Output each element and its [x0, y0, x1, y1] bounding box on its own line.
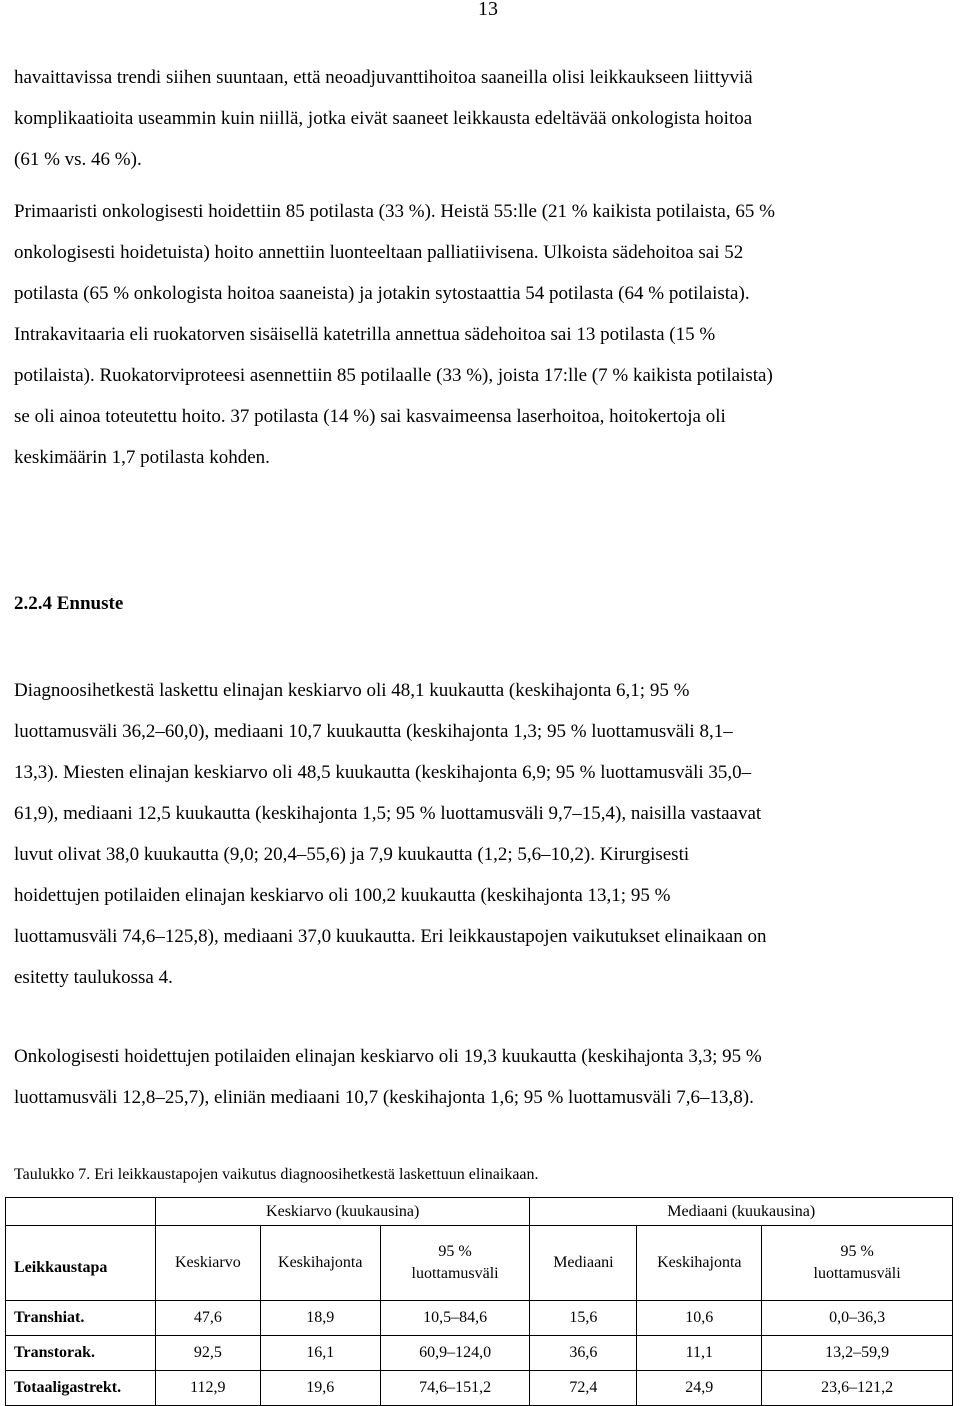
- text-line: esitetty taulukossa 4.: [14, 967, 173, 988]
- table-cell: 36,6: [530, 1336, 637, 1371]
- col-header-mean: Keskiarvo: [155, 1226, 260, 1301]
- table-row: [6, 1301, 953, 1336]
- col-header-sd-mean: Keskihajonta: [260, 1226, 380, 1301]
- text-line: luottamusväli 12,8–25,7), eliniän mediaani 10,7 (keskihajonta 1,6; 95 % luottamusväli 7,6–13,8).: [14, 1087, 754, 1108]
- table-cell: 19,6: [260, 1371, 380, 1406]
- col-header-surgery-type: Leikkaustapa: [6, 1226, 156, 1301]
- table-cell: 11,1: [637, 1336, 762, 1371]
- table-cell: 18,9: [260, 1301, 380, 1336]
- text-line: Diagnoosihetkestä laskettu elinajan keskiarvo oli 48,1 kuukautta (keskihajonta 6,1; 95 %: [14, 680, 690, 701]
- table-corner-cell: [6, 1198, 156, 1226]
- row-label: Transhiat.: [6, 1301, 156, 1336]
- paragraph-oncological-treatment: [14, 191, 958, 478]
- col-header-ci-mean: [380, 1226, 530, 1301]
- table-cell: 74,6–151,2: [380, 1371, 530, 1406]
- text-line: se oli ainoa toteutettu hoito. 37 potilasta (14 %) sai kasvaimeensa laserhoitoa, hoitokertoja oli: [14, 406, 726, 427]
- text-line: 13,3). Miesten elinajan keskiarvo oli 48,5 kuukautta (keskihajonta 6,9; 95 % luottamusväli 35,0–: [14, 762, 752, 783]
- table-cell: 92,5: [155, 1336, 260, 1371]
- text-line: 61,9), mediaani 12,5 kuukautta (keskihajonta 1,5; 95 % luottamusväli 9,7–15,4), naisilla vastaavat: [14, 803, 762, 824]
- table-sub-header-row: [6, 1226, 953, 1301]
- text-line: hoidettujen potilaiden elinajan keskiarvo oli 100,2 kuukautta (keskihajonta 13,1; 95 %: [14, 885, 671, 906]
- text-line: onkologisesti hoidetuista) hoito annettiin luonteeltaan palliatiivisena. Ulkoista sädehoitoa sai 52: [14, 242, 744, 263]
- paragraph-complications: [14, 57, 958, 180]
- paragraph-oncological-survival: [14, 1036, 958, 1118]
- text-line: potilaista). Ruokatorviproteesi asennettiin 85 potilaalle (33 %), joista 17:lle (7 % kaikista potilaista): [14, 365, 773, 386]
- text-line: komplikaatioita useammin kuin niillä, jotka eivät saaneet leikkausta edeltävää onkologista hoitoa: [14, 108, 753, 129]
- paragraph-prognosis: [14, 670, 958, 998]
- table-cell: 15,6: [530, 1301, 637, 1336]
- text-line: (61 % vs. 46 %).: [14, 149, 142, 170]
- text-line: potilasta (65 % onkologista hoitoa saaneista) ja jotakin sytostaattia 54 potilasta (64 % potilaista).: [14, 283, 750, 304]
- survival-table: [5, 1197, 953, 1406]
- text-line: havaittavissa trendi siihen suuntaan, että neoadjuvanttihoitoa saaneilla olisi leikkaukseen liittyviä: [14, 67, 753, 88]
- group-header-median: Mediaani (kuukausina): [530, 1198, 953, 1226]
- section-heading: 2.2.4 Ennuste: [14, 593, 124, 614]
- table-cell: 24,9: [637, 1371, 762, 1406]
- table-cell: 16,1: [260, 1336, 380, 1371]
- table-cell: 10,6: [637, 1301, 762, 1336]
- ci-label-top: 95 %: [840, 1243, 874, 1260]
- table-row: [6, 1371, 953, 1406]
- page-number: 13: [478, 0, 498, 20]
- table-cell: 47,6: [155, 1301, 260, 1336]
- text-line: keskimäärin 1,7 potilasta kohden.: [14, 447, 270, 468]
- row-label: Totaaligastrekt.: [6, 1371, 156, 1406]
- table-group-header-row: [6, 1198, 953, 1226]
- table-cell: 13,2–59,9: [762, 1336, 953, 1371]
- col-header-sd-median: Keskihajonta: [637, 1226, 762, 1301]
- table-cell: 23,6–121,2: [762, 1371, 953, 1406]
- table-cell: 60,9–124,0: [380, 1336, 530, 1371]
- table-cell: 10,5–84,6: [380, 1301, 530, 1336]
- ci-label-top: 95 %: [438, 1243, 472, 1260]
- col-header-median: Mediaani: [530, 1226, 637, 1301]
- text-line: luottamusväli 74,6–125,8), mediaani 37,0 kuukautta. Eri leikkaustapojen vaikutukset elinaikaan on: [14, 926, 767, 947]
- row-label: Transtorak.: [6, 1336, 156, 1371]
- table-cell: 0,0–36,3: [762, 1301, 953, 1336]
- ci-label-bottom: luottamusväli: [411, 1265, 499, 1282]
- table-cell: 112,9: [155, 1371, 260, 1406]
- group-header-mean: Keskiarvo (kuukausina): [155, 1198, 530, 1226]
- ci-label-bottom: luottamusväli: [813, 1265, 901, 1282]
- text-line: Primaaristi onkologisesti hoidettiin 85 potilasta (33 %). Heistä 55:lle (21 % kaikista potilaista, 65 %: [14, 201, 775, 222]
- table-cell: 72,4: [530, 1371, 637, 1406]
- col-header-ci-median: [762, 1226, 953, 1301]
- text-line: luottamusväli 36,2–60,0), mediaani 10,7 kuukautta (keskihajonta 1,3; 95 % luottamusväli 8,1–: [14, 721, 733, 742]
- text-line: luvut olivat 38,0 kuukautta (9,0; 20,4–55,6) ja 7,9 kuukautta (1,2; 5,6–10,2). Kirurgisesti: [14, 844, 690, 865]
- table-caption: Taulukko 7. Eri leikkaustapojen vaikutus diagnoosihetkestä laskettuun elinaikaan.: [14, 1166, 539, 1183]
- text-line: Onkologisesti hoidettujen potilaiden elinajan keskiarvo oli 19,3 kuukautta (keskihajonta 3,3; 95 %: [14, 1046, 762, 1067]
- table-row: [6, 1336, 953, 1371]
- text-line: Intrakavitaaria eli ruokatorven sisäisellä katetrilla annettua sädehoitoa sai 13 potilasta (15 %: [14, 324, 716, 345]
